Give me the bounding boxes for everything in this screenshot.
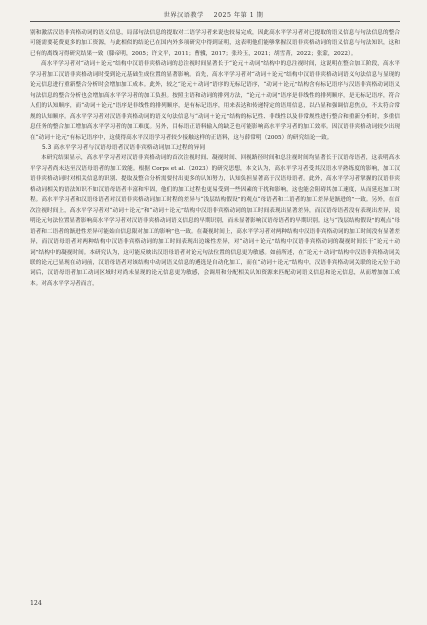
page-number: 124 <box>30 600 42 607</box>
issue-label: 2025 年第 1 期 <box>213 12 264 19</box>
article-body <box>30 28 400 289</box>
journal-name: 世界汉语教学 <box>163 12 204 19</box>
running-header <box>0 10 427 19</box>
header-rule <box>30 21 400 22</box>
paragraph: 本研究结果显示，高水平学习者对汉语非宾格动词的首次注视时间、凝视时间、回视路径时间和总注视时间均显著长于汉语母语者，这表明高水平学习者尚未达至汉语母语者的加工效能。根据 Corps et al.（2023）的研究思想，本文认为，高水平学习者受其汉语水平熟练度的影响，加工汉语非宾格动词时对相关信息的识别、提取及整合分析需要付出更多的认知努力，认知负担显著高于汉语母语者。此外，高水平学习者掌握的汉语非宾格动词相关的语法知识不如汉语母语者丰富和牢固，他们的加工过程也更易受到一些因素的干扰和影响，这也能会阻碍其加工速度，从而延迟加工时程。高水平学习者和汉语母语者对汉语非宾格动词加工时程的差异与“浅层结构假设”的观点“母语者和二语者的加工差异是渐进的”一致。另外，在首次注视时间上，高水平学习者对“动词＋论元”和“动词＋论元”结构中汉语非宾格动词的加工时间表现出显著差异，而汉语母语者没有表现出差异，说明论元句法位置显著影响高水平学习者对汉语非宾格动词语义信息的早期识别，而未显著影响汉语母语者的早期识别。这与“浅层结构假设”的观点“母语者和二语者的渐进性差异可能始自信息限对加工的影响”也一致。在凝视时间上，高水平学习者对两种结构中汉语非宾格动词的加工时间没有显著差异，而汉语母语者对两种结构中汉语非宾格动词的加工时间表现出边缘性差异，对“动词＋论元”结构中汉语非宾格动词的凝视时间长于“论元＋动词”结构中的凝视时间。本研究认为，这可能反映出汉语母语者对论元句法位置的信息更为敏感。如前所述，在“论元＋动词”结构中汉语非宾格动词关联的论元已显现在动词前，汉语母语者对该结构中动词语义信息的遴选是自动化加工，而在“动词＋论元”结构中，汉语非宾格动词关联的论元位于动词后，汉语母语者加工动词区域时对尚未显现的论元信息更为敏感，会调用和分配相关认知资源来匹配动词语义信息和论元信息，从而增加加工成本。对高水平学习者而言， <box>30 155 400 287</box>
paragraph: 高水平学习者对“动词＋论元”结构中汉语非宾格动词的总注视时间显著长于“论元＋动词”结构中的总注视时间，这说明在整合加工阶段，高水平学习者加工汉语非宾格动词时受到论元基础生成位置的显著影响。首先，高水平学习者对“动词＋论元”结构中汉语非宾格动词语义句法信息与显现的论元信息进行重新整合分析时会增加加工成本。此外，较之“论元＋动词”语序的无标记语序，“动词＋论元”结构含有标记语序与汉语非宾格动词语义句法信息的整合分析也会增加高水平学习者的加工负担。按照主语和动词的排列方法，“论元＋动词”语序是非线性的排列顺序，是无标记语序，符合人们的认知顺序，而“动词＋论元”语序是非线性的排列顺序，是有标记语序，用来表达和传递特定的语用信息，以凸显和强调信息焦点，不太符合常规的认知顺序。高水平学习者对汉语非宾格动词的语义句法信息与“动词＋论元”结构的标记性、非线性以及非常规性进行整合和重新分析时，多重信息任务的整合加工增加高水平学习者的加工难度。另外，目标语正语料输入的缺乏也可能影响高水平学习者的加工效率。因汉语非宾格动词较少出现在“动词＋论元”有标记语序中，这使得高水平汉语学习者较少接触这样的正语料，这与薛常明（2005）的研究结论一致。 <box>30 61 400 141</box>
section-heading: 5.3 高水平学习者与汉语母语者汉语非宾格动词加工过程的异同 <box>42 144 206 151</box>
paragraph: 别和激活汉语非宾格动词的语义信息，局部句法信息的提取对二语学习者来说也较易完成，因此高水平学习者对已提取的语义信息与句法信息的整合可能需要花费更多的加工资源，与此相似的结论已在国内外多项研究中得到证明，这表明他们能够掌握汉语非宾格动词的语义信息与句法知识，这和已有的离线习得研究结果一致（滕帝明，2005；许文平，2011；曹骥，2017；张玲玉，2021；胡雪菁，2022；张蒙，2022）。 <box>30 30 400 57</box>
